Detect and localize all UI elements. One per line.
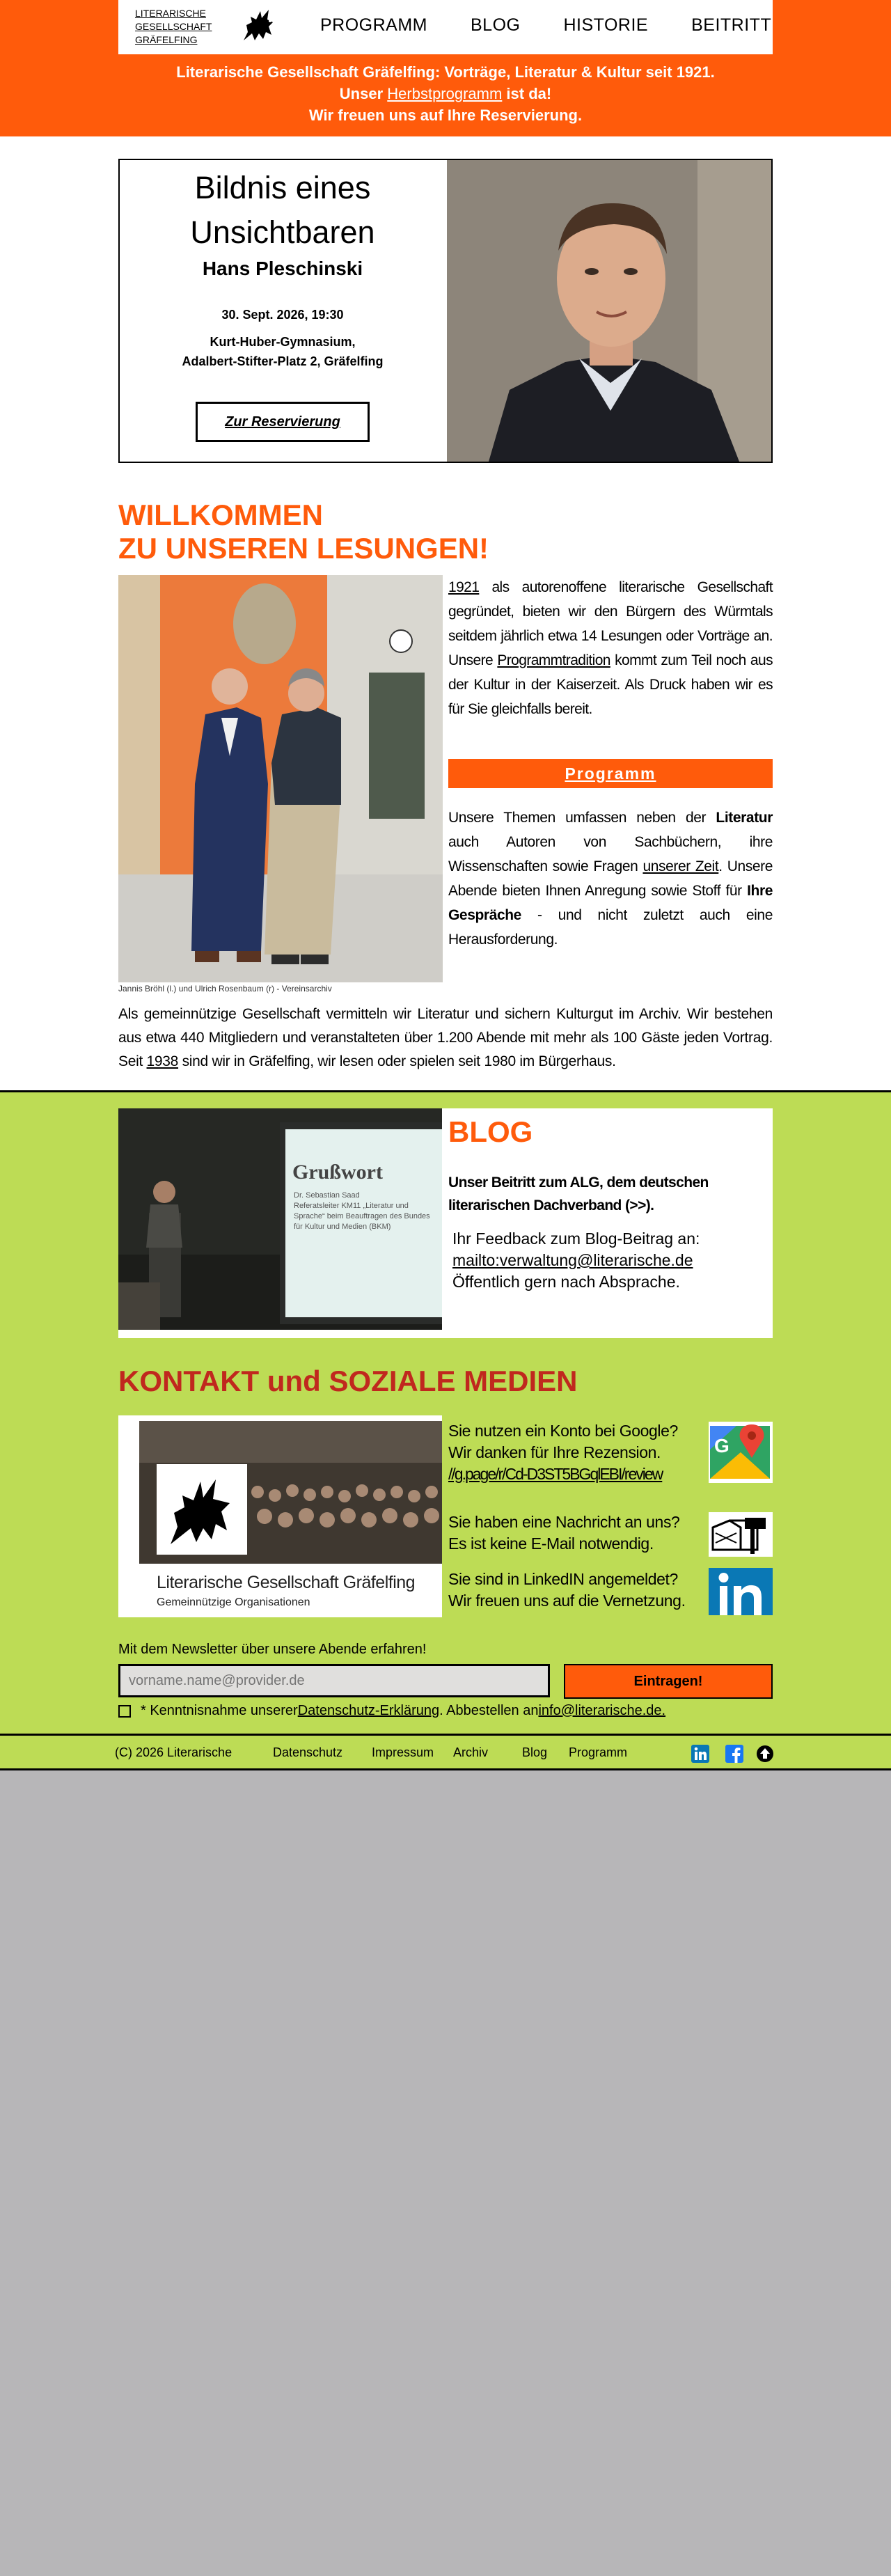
brand-line: GESELLSCHAFT: [135, 21, 212, 32]
header-bar: [0, 0, 891, 56]
event-title-line: Bildnis eines: [194, 170, 371, 205]
programm-button[interactable]: Programm: [448, 759, 773, 788]
nav-blog[interactable]: BLOG: [471, 15, 521, 35]
scroll-top-icon[interactable]: [756, 1745, 774, 1763]
navbar: [118, 0, 773, 54]
brand-link[interactable]: [135, 7, 212, 47]
welcome-paragraph-2: [448, 806, 773, 952]
slide-text: [294, 1191, 440, 1232]
slide-line: Referatsleiter KM11 „Literatur und: [294, 1202, 409, 1210]
event-date: 30. Sept. 2026, 19:30: [221, 308, 344, 322]
welcome-paragraph-1: [448, 575, 773, 721]
blog-photo[interactable]: [118, 1108, 442, 1330]
members-image: [118, 575, 443, 982]
linkedin-icon[interactable]: [691, 1745, 709, 1763]
footer-link-blog[interactable]: Blog: [522, 1745, 548, 1759]
paragraph-text: auch Autoren von Sachbüchern, ihre Wissenschaften sowie Fragen: [448, 834, 773, 874]
announcement-text: Unser: [339, 85, 388, 102]
newsletter-submit-button[interactable]: Eintragen!: [564, 1664, 773, 1699]
author-portrait-image: [447, 160, 771, 462]
feedback-text: Öffentlich gern nach Absprache.: [452, 1273, 680, 1291]
consent-text: . Abbestellen an: [439, 1703, 539, 1718]
org-name: Literarische Gesellschaft Gräfelfing: [157, 1573, 416, 1592]
privacy-link[interactable]: Datenschutz-Erklärung: [297, 1703, 440, 1718]
paragraph-text: sind wir in Gräfelfing, wir lesen oder spielen seit 1980 im Bürgerhaus.: [178, 1053, 616, 1069]
unserer-zeit-link[interactable]: unserer Zeit: [642, 858, 719, 874]
consent-text: * Kenntnisnahme unserer: [141, 1703, 298, 1718]
newsletter-consent: [118, 1703, 665, 1719]
newsletter-label: Mit dem Newsletter über unsere Abende erfahren!: [118, 1642, 427, 1657]
newsletter-email-input[interactable]: [118, 1664, 550, 1697]
contact-heading: KONTAKT und SOZIALE MEDIEN: [118, 1365, 578, 1397]
footer-copyright: (C) 2026 Literarische: [115, 1745, 232, 1759]
paragraph-text: als autorenoffene literarische Gesellschaft gegründet, bieten wir den Bürgern des Würmtals seitdem jährlich etwa 14 Lesungen oder Vorträge an. Unsere: [448, 579, 773, 668]
linkedin-line: Sie sind in LinkedIN angemeldet?: [448, 1570, 678, 1588]
venue-line: Adalbert-Stifter-Platz 2, Gräfelfing: [182, 354, 384, 368]
announcement-line: Wir freuen uns auf Ihre Reservierung.: [308, 107, 583, 124]
main-nav: [320, 15, 814, 36]
nav-programm[interactable]: PROGRAMM: [320, 15, 427, 35]
feedback-mail-link[interactable]: mailto:verwaltung@literarische.de: [452, 1251, 693, 1269]
facebook-icon[interactable]: [725, 1745, 743, 1763]
footer-link-impressum[interactable]: Impressum: [372, 1745, 434, 1759]
literatur-bold: Literatur: [716, 810, 773, 826]
welcome-heading: [118, 498, 489, 565]
paragraph-text: Unsere Themen umfassen neben der: [448, 810, 716, 826]
linkedin-icon[interactable]: [709, 1568, 773, 1615]
slide-line: für Kultur und Medien (BKM): [294, 1223, 391, 1231]
slide-title: Grußwort: [292, 1161, 383, 1184]
linkedin-line: Wir freuen uns auf die Vernetzung.: [448, 1592, 686, 1610]
brand-line: GRÄFELFING: [135, 34, 198, 45]
announcement-banner: [0, 56, 891, 136]
org-type: Gemeinnützige Organisationen: [157, 1596, 310, 1608]
event-info: [120, 160, 446, 462]
announcement-line: Literarische Gesellschaft Gräfelfing: Vorträge, Literatur & Kultur seit 1921.: [176, 63, 715, 81]
welcome-paragraph-3: [118, 1003, 773, 1074]
feedback-text: Ihr Feedback zum Blog-Beitrag an:: [452, 1230, 700, 1248]
year-1938-link[interactable]: 1938: [146, 1053, 179, 1069]
announcement-text: ist da!: [502, 85, 552, 102]
venue-line: Kurt-Huber-Gymnasium,: [210, 335, 356, 349]
google-line: Sie nutzen ein Konto bei Google?: [448, 1422, 678, 1440]
footer-link-archiv[interactable]: Archiv: [453, 1745, 489, 1759]
unsubscribe-mail-link[interactable]: info@literarische.de.: [538, 1703, 666, 1718]
event-card: [118, 159, 773, 463]
announcement-line: [0, 83, 891, 104]
paragraph-text: . Unsere Abende bieten Ihnen Anregung sowie Stoff für: [448, 858, 773, 899]
slide-line: Sprache“ beim Beauftragen des Bundes: [294, 1212, 430, 1220]
consent-checkbox[interactable]: [118, 1705, 131, 1718]
welcome-heading-line: ZU UNSEREN LESUNGEN!: [118, 532, 489, 565]
blog-subheading-link[interactable]: Unser Beitritt zum ALG, dem deutschen literarischen Dachverband (>>).: [448, 1175, 709, 1214]
paragraph-text: Als gemeinnützige Gesellschaft vermitteln wir Literatur und sichern Kulturgut im Archiv. Wir bestehen aus etwa 440 Mitgliedern und veranstalteten über 1.200 Abende mit mehr als 100 Gäste jeden Vortrag. Seit: [118, 1006, 773, 1069]
google-review-link[interactable]: //g.page/r/Cd-D3ST5BGqlEBI/review: [448, 1465, 663, 1483]
slide-line: Dr. Sebastian Saad: [294, 1191, 360, 1200]
org-profile-card[interactable]: [118, 1415, 442, 1617]
message-text: [448, 1511, 706, 1555]
author-photo: [447, 160, 771, 462]
photo-caption: Jannis Bröhl (l.) und Ulrich Rosenbaum (r) - Vereinsarchiv: [118, 984, 332, 994]
paragraph-text: kommt zum Teil noch aus der Kultur in der Kaiserzeit. Als Druck haben wir es für Sie gleichfalls bereit.: [448, 652, 773, 717]
event-title-line: Unsichtbaren: [190, 214, 375, 250]
footer-link-datenschutz[interactable]: Datenschutz: [273, 1745, 343, 1759]
year-1921-link[interactable]: 1921: [448, 579, 480, 595]
google-review-text: [448, 1420, 706, 1485]
paragraph-text: - und nicht zuletzt auch eine Herausforderung.: [448, 907, 773, 948]
footer-link-programm[interactable]: Programm: [569, 1745, 628, 1759]
message-line: Sie haben eine Nachricht an uns?: [448, 1513, 680, 1531]
pegasus-icon[interactable]: [237, 4, 278, 46]
members-photo: [118, 575, 443, 982]
welcome-heading-line: WILLKOMMEN: [118, 498, 323, 531]
gespraeche-bold: Ihre Gespräche: [448, 883, 773, 923]
blog-feedback: [452, 1228, 766, 1293]
event-author: Hans Pleschinski: [202, 258, 363, 279]
programmtradition-link[interactable]: Programmtradition: [497, 652, 610, 668]
message-line: Es ist keine E-Mail notwendig.: [448, 1534, 654, 1553]
blog-heading: BLOG: [448, 1115, 533, 1148]
herbstprogramm-link[interactable]: Herbstprogramm: [387, 85, 503, 102]
footer: [0, 1734, 891, 1770]
svg-text:G: G: [714, 1435, 730, 1456]
event-venue: [120, 332, 446, 371]
nav-beitritt[interactable]: BEITRITT: [691, 15, 772, 35]
linkedin-text: [448, 1569, 706, 1612]
brand-line: LITERARISCHE: [135, 8, 206, 19]
mailbox-icon[interactable]: [709, 1512, 773, 1557]
blog-card: [118, 1108, 773, 1338]
reservation-button[interactable]: Zur Reservierung: [196, 402, 370, 442]
nav-historie[interactable]: HISTORIE: [563, 15, 649, 35]
google-line: Wir danken für Ihre Rezension.: [448, 1443, 661, 1461]
google-maps-icon[interactable]: [709, 1422, 773, 1483]
event-title: [120, 166, 446, 255]
